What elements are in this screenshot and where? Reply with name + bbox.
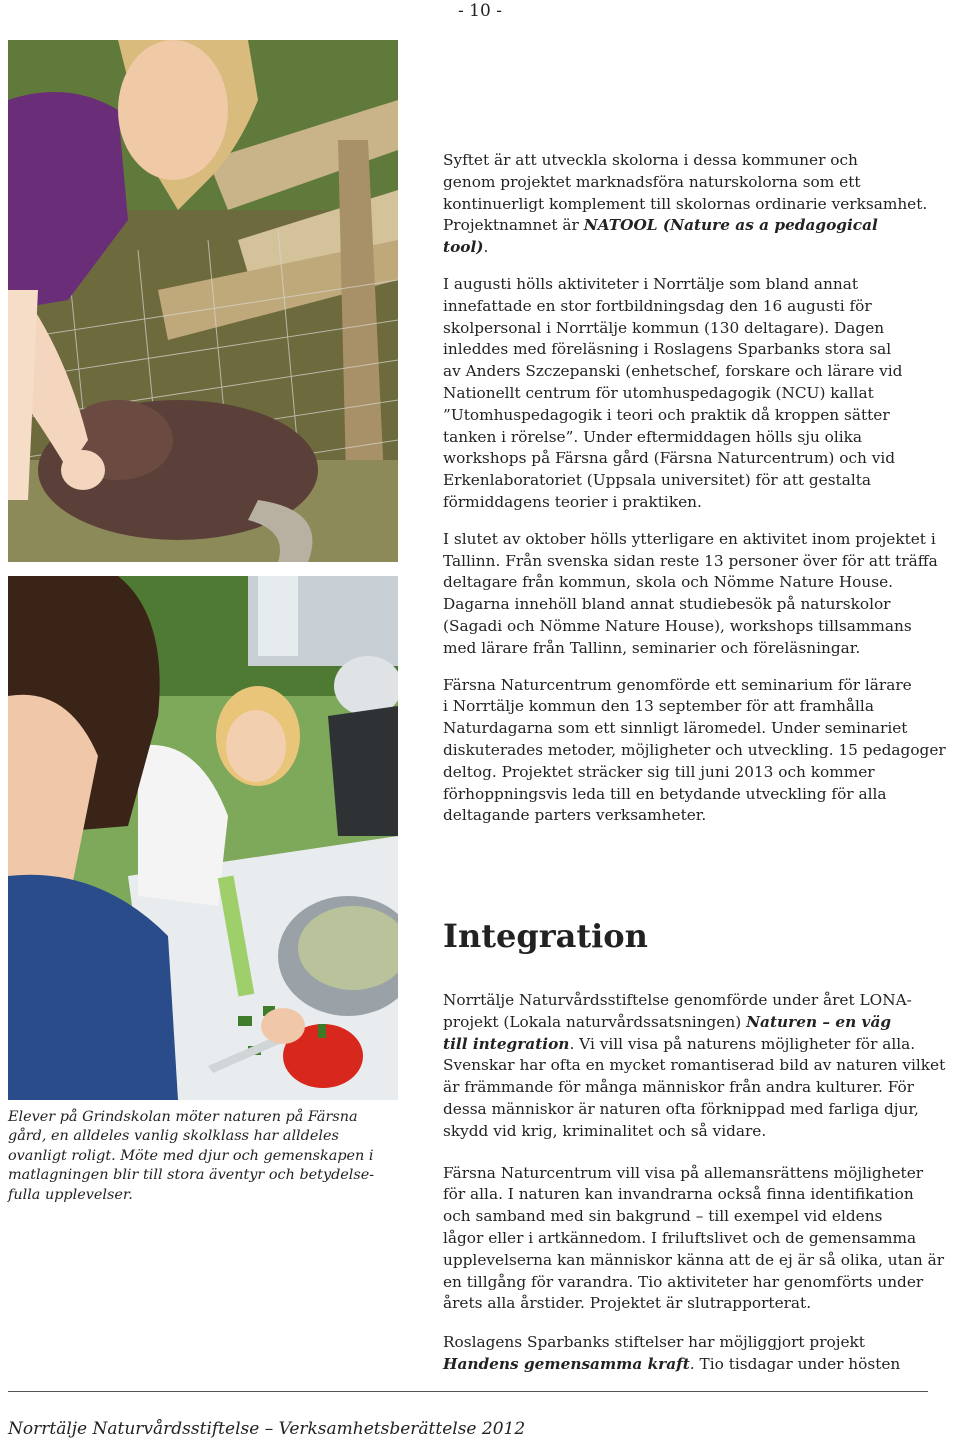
cooking-photo-illustration: [8, 576, 398, 1100]
text-line: workshops på Färsna gård (Färsna Naturcentrum) och vid: [443, 449, 896, 468]
text-line: (Sagadi och Nömme Nature House), workshops tillsammans: [443, 616, 912, 635]
text-line: [443, 215, 958, 237]
text-line: dessa människor är naturen ofta förknippad med farliga djur,: [443, 1099, 919, 1118]
text-line: i Norrtälje kommun den 13 september för att framhålla: [443, 697, 874, 716]
text-line: med lärare från Tallinn, seminarier och föreläsningar.: [443, 638, 861, 657]
text-line: Färsna Naturcentrum vill visa på allemansrättens möjligheter: [443, 1163, 924, 1182]
text-line: Svenskar har ofta en mycket romantiserad bild av naturen vilket: [443, 1056, 946, 1075]
text-line: skolpersonal i Norrtälje kommun (130 deltagare). Dagen: [443, 318, 885, 337]
caption-line: ovanligt roligt. Möte med djur och gemenskapen i: [8, 1147, 374, 1164]
project-name-emphasis: tool): [443, 238, 484, 257]
text-line: förmiddagens teorier i praktiken.: [443, 492, 702, 511]
intro-paragraph: [443, 150, 958, 259]
section-heading: Integration: [443, 917, 648, 955]
text-line: Erkenlaboratoriet (Uppsala universitet) för att gestalta: [443, 471, 871, 490]
page-number: - 10 -: [458, 1, 502, 21]
text-line: skydd vid krig, kriminalitet och så vidare.: [443, 1121, 767, 1140]
text-line: diskuterades metoder, möjligheter och utveckling. 15 pedagoger: [443, 740, 946, 759]
text-line: Roslagens Sparbanks stiftelser har möjliggjort projekt: [443, 1333, 865, 1351]
text-line: tanken i rörelse”. Under eftermiddagen hölls sju olika: [443, 427, 863, 446]
text-segment: Projektnamnet är: [443, 216, 584, 235]
text-line: [443, 1354, 958, 1376]
project-name-emphasis: Naturen – en väg: [746, 1012, 892, 1031]
text-line: [443, 237, 958, 259]
integration-text-column: [443, 990, 958, 1330]
text-line: för alla. I naturen kan invandrarna också finna identifikation: [443, 1185, 914, 1204]
page-footer: Norrtälje Naturvårdsstiftelse – Verksamhetsberättelse 2012: [8, 1419, 526, 1439]
text-line: Tallinn. Från svenska sidan reste 13 personer över för att träffa: [443, 551, 938, 570]
august-paragraph: [443, 274, 958, 514]
text-line: [443, 1012, 958, 1034]
text-line: förhoppningsvis leda till en betydande utveckling för alla: [443, 784, 887, 803]
text-line: Färsna Naturcentrum genomförde ett seminarium för lärare: [443, 675, 912, 694]
text-line: deltagare från kommun, skola och Nömme Nature House.: [443, 573, 893, 592]
text-line: Dagarna innehöll bland annat studiebesök på naturskolor: [443, 595, 891, 614]
photo-caption: [8, 1108, 380, 1205]
text-segment: projekt (Lokala naturvårdssatsningen): [443, 1012, 747, 1031]
seminar-paragraph: [443, 675, 958, 828]
integration-paragraph: [443, 990, 958, 1143]
caption-line: Elever på Grindskolan möter naturen på Färsna: [8, 1109, 358, 1125]
text-line: deltagande parters verksamheter.: [443, 806, 707, 825]
caption-line: matlagningen blir till stora äventyr och betydelse-: [8, 1167, 375, 1184]
text-line: Naturdagarna som ett sinnligt läromedel. Under seminariet: [443, 719, 908, 738]
text-line: Nationellt centrum för utomhuspedagogik (NCU) kallat: [443, 383, 874, 402]
text-line: inleddes med föreläsning i Roslagens Sparbanks stora sal: [443, 340, 892, 359]
text-line: lågor eller i artkännedom. I friluftslivet och de gemensamma: [443, 1228, 917, 1247]
text-line: är främmande för många människor från andra kulturer. För: [443, 1078, 914, 1097]
text-line: innefattade en stor fortbildningsdag den 16 augusti för: [443, 296, 872, 315]
text-line: en tillgång för varandra. Tio aktiviteter har genomförts under: [443, 1272, 924, 1291]
caption-line: fulla upplevelser.: [8, 1186, 133, 1203]
goat-photo-illustration: [8, 40, 398, 562]
october-paragraph: [443, 529, 958, 660]
text-line: Norrtälje Naturvårdsstiftelse genomförde under året LONA-: [443, 991, 912, 1009]
text-line: Syftet är att utveckla skolorna i dessa kommuner och: [443, 151, 858, 169]
text-line: deltog. Projektet sträcker sig till juni 2013 och kommer: [443, 762, 875, 781]
project-name-emphasis: till integration: [443, 1034, 570, 1053]
text-line: upplevelserna kan människor känna att de ej är så olika, utan är: [443, 1250, 945, 1269]
cooking-photo: [8, 576, 398, 1100]
text-line: [443, 1034, 958, 1056]
text-line: ”Utomhuspedagogik i teori och praktik då kroppen sätter: [443, 405, 890, 424]
text-line: genom projektet marknadsföra naturskolorna som ett: [443, 172, 861, 191]
sparbank-paragraph: [443, 1332, 958, 1376]
text-line: I augusti hölls aktiviteter i Norrtälje som bland annat: [443, 274, 858, 293]
text-segment: . Vi vill visa på naturens möjligheter för alla.: [569, 1034, 916, 1053]
text-line: årets alla årstider. Projektet är slutrapporterat.: [443, 1294, 812, 1313]
text-segment: .: [483, 238, 489, 257]
text-line: I slutet av oktober hölls ytterligare en aktivitet inom projektet i: [443, 529, 936, 548]
footer-divider: [8, 1391, 928, 1392]
text-line: kontinuerligt komplement till skolornas ordinarie verksamhet.: [443, 194, 928, 213]
project-name-emphasis: Handens gemensamma kraft: [443, 1354, 690, 1373]
text-line: av Anders Szczepanski (enhetschef, forskare och lärare vid: [443, 362, 903, 381]
text-line: och samband med sin bakgrund – till exempel vid eldens: [443, 1207, 883, 1226]
project-name-emphasis: NATOOL (Nature as a pedagogical: [583, 216, 878, 235]
text-segment: . Tio tisdagar under hösten: [689, 1354, 901, 1373]
allemansratt-paragraph: [443, 1163, 958, 1316]
sparbank-text-column: [443, 1332, 958, 1391]
main-text-column: [443, 150, 958, 842]
caption-line: gård, en alldeles vanlig skolklass har alldeles: [8, 1128, 339, 1145]
goat-photo: [8, 40, 398, 562]
